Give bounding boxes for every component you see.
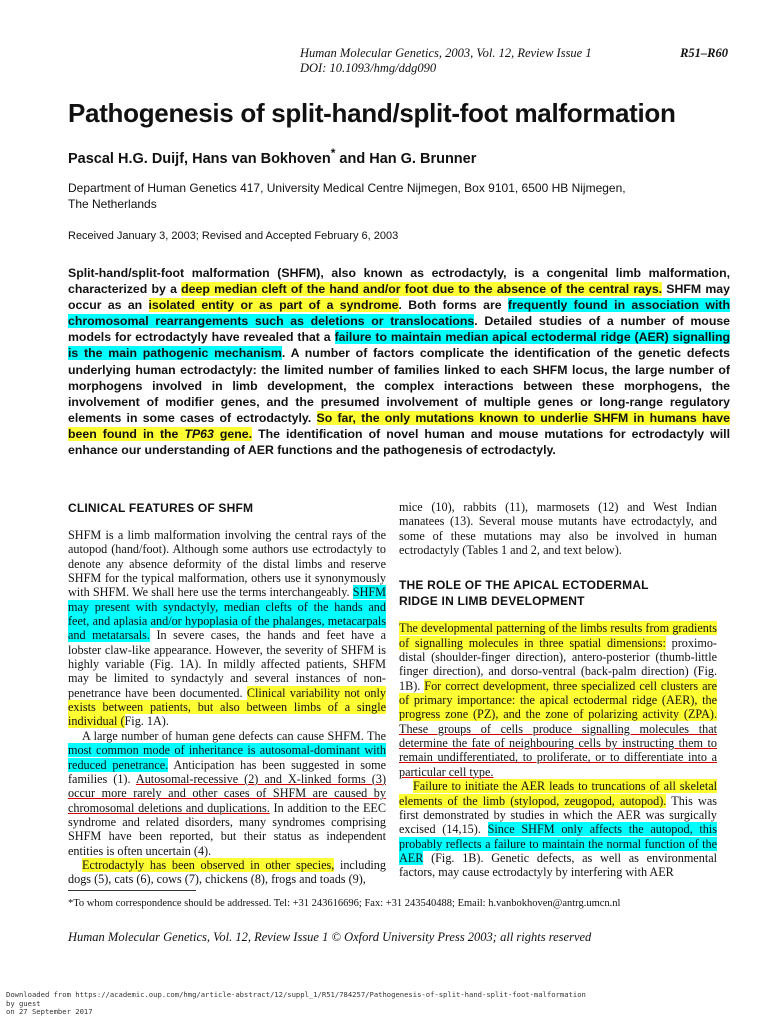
body-text: Anticipation has been suggested in some families (1). (68, 757, 387, 786)
section-heading (399, 577, 717, 609)
abstract-highlight-yellow: isolated entity or as part of a syndrome (148, 298, 399, 313)
abstract-highlight-cyan: frequently found in association with chromosomal rearrangements such as deletions or translocations (68, 298, 730, 329)
body-text: Fig. 1A). (124, 714, 169, 729)
body-text: In severe cases, the hands and feet have a lobster claw-like appearance. However, the severity of SHFM is highly variable (Fig. 1A). In mildly affected patients, SHFM may be limited to syndactyly and several instances of non-penetrance have been documented. (68, 628, 386, 700)
copyright-footer: Human Molecular Genetics, Vol. 12, Review Issue 1 © Oxford University Press 2003; all rights reserved (68, 930, 592, 944)
download-url: Downloaded from https://academic.oup.com/hmg/article-abstract/12/suppl_1/R51/784257/Pathogenesis-of-split-hand-split-foot-malformation (6, 990, 586, 999)
left-column (68, 500, 386, 887)
author-list (68, 146, 476, 167)
affiliation (68, 180, 728, 212)
paragraph (399, 621, 717, 779)
footnote-divider (68, 890, 196, 891)
download-user: by guest (6, 998, 41, 1008)
received-dates: Received January 3, 2003; Revised and Accepted February 6, 2003 (68, 230, 399, 242)
abstract-text: . A number of factors complicate the identification of the genetic defects underlying human ectrodactyly: the limited number of families linked to each SHFM locus, the large number of morphogens involved in limb development, the complex interactions between these morphogens, the involvement of modifier genes, and the presumed involvement of multiple genes or long-range regulatory elements in some cases of ectrodactyly. (68, 346, 730, 425)
abstract-text: Split-hand/split-foot malformation (SHFM), also known as ectrodactyly, is a congenital limb malformation, characterized by a (68, 266, 730, 297)
body-text: (Fig. 1B). Genetic defects, as well as environmental factors, may cause ectrodactyly by interfering with AER (399, 850, 717, 880)
body-text: SHFM is a limb malformation involving the central rays of the autopod (hand/foot). Although some authors use ectrodactyly to denote any absence deformity of the distal limbs and reserve SHFM for the typical malformation, others use it synonymously with SHFM. We shall here use the terms interchangeably. (68, 528, 386, 600)
abstract-highlight-cyan: failure to maintain median apical ectodermal ridge (AER) signalling is the main pathogenic mechanism (68, 330, 731, 361)
highlight-cyan: SHFM may present with syndactyly, median clefts of the hands and feet, and aplasia and/or hypoplasia of the phalanges, metacarpals and metatarsals. (68, 585, 386, 643)
authors-part-1: Pascal H.G. Duijf, Hans van Bokhoven (68, 150, 331, 167)
paragraph: mice (10), rabbits (11), marmosets (12) and West Indian manatees (13). Several mouse mutants have ectrodactyly, and some of these mutations may also be involved in human ectrodactyly (Tables 1 and 2, and text below). (399, 500, 717, 558)
abstract-text: . Both forms are (398, 298, 508, 313)
correspondence-footnote: *To whom correspondence should be addressed. Tel: +31 243616696; Fax: +31 243540488; Email: h.vanbokhoven@antrg.umcn.nl (68, 898, 621, 909)
abstract-highlight-yellow: So far, the only mutations known to underlie SHFM in humans have been found in the (68, 410, 730, 441)
body-text: In addition to the EEC syndrome and related disorders, many syndromes comprising SHFM have been reported, but their status as independent entities is often uncertain (4). (68, 800, 386, 858)
highlight-yellow: Clinical variability not only exists between patients, but also between limbs of a single individual ( (68, 685, 386, 729)
section-heading: CLINICAL FEATURES OF SHFM (68, 501, 254, 515)
highlight-yellow: For correct development, three specialized cell clusters are of primary importance: the apical ectodermal ridge (AER), the progress zone (PZ), and the zone of polarizing activity (ZPA). (399, 678, 717, 722)
paragraph (68, 528, 386, 729)
paragraph (68, 729, 386, 858)
highlight-yellow: Ectrodactyly has been observed in other species, (82, 857, 335, 872)
download-date: on 27 September 2017 (6, 1007, 93, 1017)
body-text: including dogs (5), cats (6), cows (7), chickens (8), frogs and toads (9), (68, 857, 386, 887)
article-title: Pathogenesis of split-hand/split-foot malformation (68, 98, 676, 128)
underline-red: These groups of cells produce signalling molecules that determine the fate of neighbouring cells by instructing them to remain undifferentiated, to proliferate, or to differentiate into a particular cell type. (399, 721, 717, 779)
abstract-text: The identification of novel human and mouse mutations for ectrodactyly will enhance our understanding of AER functions and the pathogenesis of ectrodactyly. (68, 426, 730, 458)
authors-part-2: and Han G. Brunner (335, 150, 477, 167)
abstract-text: SHFM may occur as an (68, 282, 730, 313)
highlight-yellow: The developmental patterning of the limbs results from gradients of signalling molecules in three spatial dimensions: (399, 621, 717, 650)
body-text: This was first demonstrated by studies in which the AER was surgically excised (14,15). (399, 793, 717, 837)
gene-name: TP63 (184, 426, 214, 441)
highlight-cyan: most common mode of inheritance is autosomal-dominant with reduced penetrance. (68, 743, 386, 772)
highlight-cyan: Since SHFM only affects the autopod, this probably reflects a failure to maintain the normal function of the AER (399, 822, 717, 865)
download-stamp (6, 991, 586, 1017)
highlight-yellow: Failure to initiate the AER leads to truncations of all skeletal elements of the limb (stylopod, zeugopod, autopod). (399, 779, 717, 808)
abstract (68, 265, 730, 458)
right-column (399, 500, 717, 880)
spacer (399, 557, 717, 577)
corresponding-author-mark: * (330, 146, 336, 160)
doi: DOI: 10.1093/hmg/ddg090 (300, 61, 437, 75)
page-range: R51–R60 (680, 46, 728, 60)
section-heading-line-2: RIDGE IN LIMB DEVELOPMENT (399, 594, 585, 609)
affiliation-line-1: Department of Human Genetics 417, University Medical Centre Nijmegen, Box 9101, 6500 HB Nijmegen, (68, 181, 626, 195)
underline-red: Autosomal-recessive (2) and X-linked forms (3) occur more rarely and other cases of SHFM are caused by chromosomal deletions and duplications. (68, 771, 387, 815)
body-text: proximo-distal (shoulder-finger direction), antero-posterior (thumb-little finger direction), and dorso-ventral (back-palm direction) (Fig. 1B). (399, 635, 717, 693)
body-text: A large number of human gene defects can cause SHFM. The (82, 728, 386, 743)
paragraph (399, 779, 717, 879)
affiliation-line-2: The Netherlands (68, 197, 157, 211)
paragraph (68, 858, 386, 887)
running-header (300, 46, 728, 76)
journal-citation: Human Molecular Genetics, 2003, Vol. 12, Review Issue 1 (300, 46, 592, 60)
abstract-highlight-yellow: deep median cleft of the hand and/or foot due to the absence of the central rays. (181, 282, 663, 297)
abstract-highlight-yellow: gene. (213, 426, 253, 441)
section-heading-line-1: THE ROLE OF THE APICAL ECTODERMAL (399, 578, 649, 593)
abstract-text: . Detailed studies of a number of mouse models for ectrodactyly have revealed that a (68, 314, 731, 345)
